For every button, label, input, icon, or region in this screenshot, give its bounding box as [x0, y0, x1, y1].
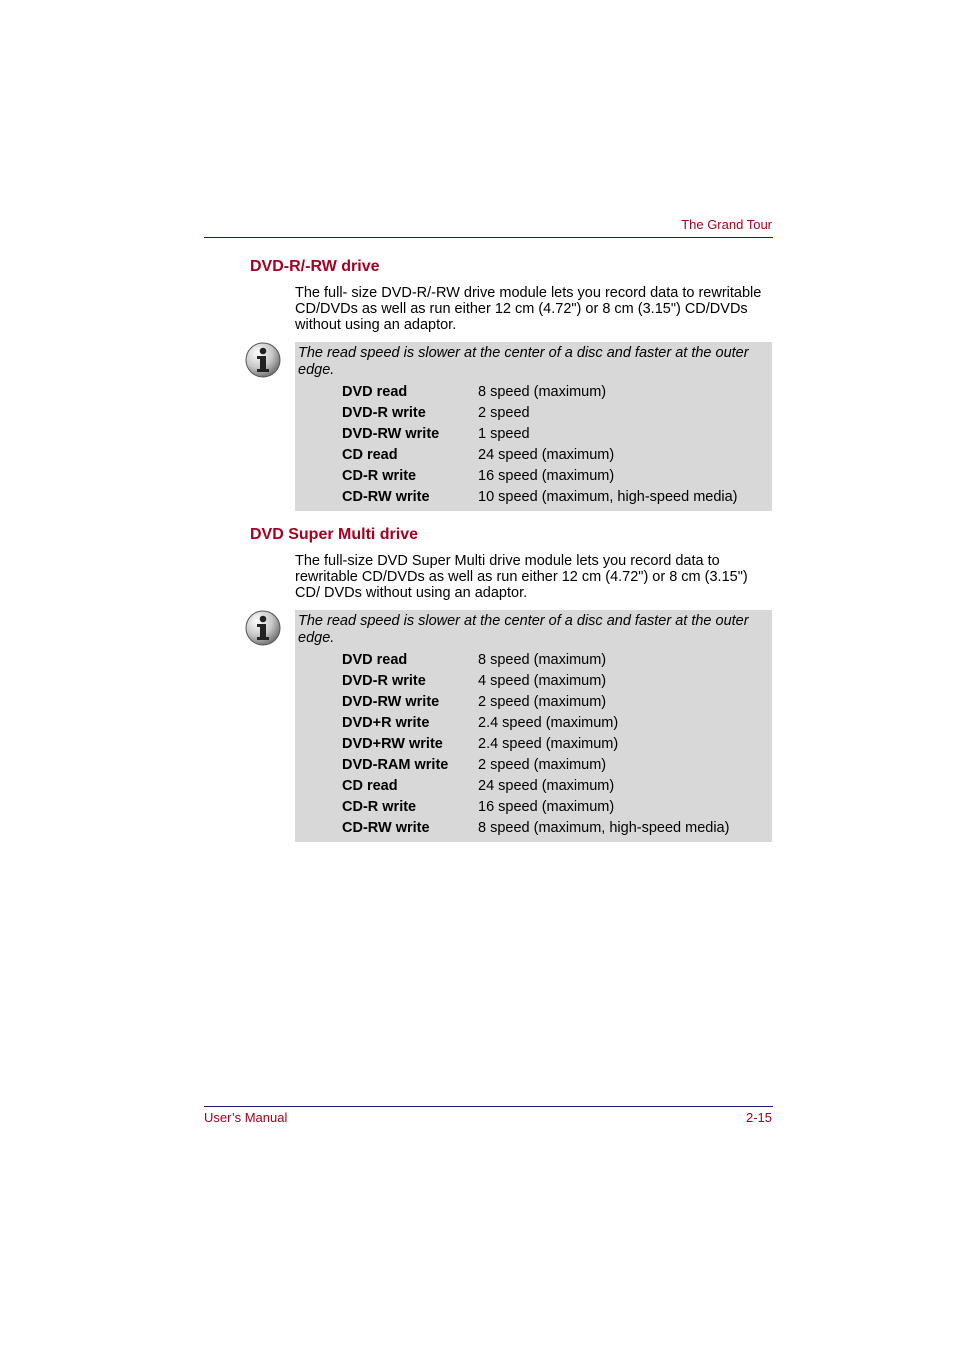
spec-value: 16 speed (maximum)	[478, 799, 615, 815]
spec-value: 24 speed (maximum)	[478, 447, 615, 463]
spec-value: 2 speed (maximum)	[478, 694, 607, 710]
spec-label: DVD+RW write	[342, 736, 443, 752]
spec-label: DVD read	[342, 652, 408, 668]
spec-value: 2 speed	[478, 405, 530, 421]
spec-value: 4 speed (maximum)	[478, 673, 607, 689]
spec-row	[295, 734, 772, 755]
footer-divider	[204, 1106, 773, 1107]
spec-row	[295, 755, 772, 776]
spec-row	[295, 692, 772, 713]
spec-row	[295, 713, 772, 734]
note-text: The read speed is slower at the center of a disc and faster at the outer edge.	[298, 345, 749, 378]
spec-row	[295, 671, 772, 692]
spec-label: CD-RW write	[342, 489, 430, 505]
spec-label: CD-RW write	[342, 820, 430, 836]
spec-label: DVD-RW write	[342, 426, 440, 442]
note-text: The read speed is slower at the center of a disc and faster at the outer edge.	[298, 613, 749, 646]
spec-value: 2.4 speed (maximum)	[478, 736, 619, 752]
spec-label: CD read	[342, 778, 398, 794]
spec-row	[295, 424, 772, 445]
header-divider	[204, 237, 773, 238]
section-paragraph-dvd-super-multi: The full-size DVD Super Multi drive module lets you record data to rewritable CD/DVDs as well as run either 12 cm (4.72") or 8 cm (3.15") CD/ DVDs without using an adaptor.	[295, 553, 748, 601]
section-heading-dvd-r-rw: DVD-R/-RW drive	[250, 258, 380, 275]
spec-row	[295, 776, 772, 797]
spec-value: 1 speed	[478, 426, 530, 442]
spec-label: DVD-RW write	[342, 694, 440, 710]
spec-row	[295, 818, 772, 839]
spec-label: CD-R write	[342, 468, 417, 484]
spec-label: DVD+R write	[342, 715, 430, 731]
spec-table	[295, 650, 772, 839]
spec-label: DVD-RAM write	[342, 757, 449, 773]
spec-value: 24 speed (maximum)	[478, 778, 615, 794]
note-box-dvd-r-rw	[295, 342, 772, 511]
spec-label: CD read	[342, 447, 398, 463]
running-header-title: The Grand Tour	[681, 217, 772, 232]
spec-label: CD-R write	[342, 799, 417, 815]
spec-label: DVD-R write	[342, 673, 426, 689]
section-heading-dvd-super-multi: DVD Super Multi drive	[250, 526, 419, 543]
spec-label: DVD read	[342, 384, 408, 400]
spec-label: DVD-R write	[342, 405, 426, 421]
footer-manual-title: User’s Manual	[204, 1110, 288, 1125]
spec-value: 2.4 speed (maximum)	[478, 715, 619, 731]
spec-row	[295, 403, 772, 424]
spec-row	[295, 487, 772, 508]
spec-value: 2 speed (maximum)	[478, 757, 607, 773]
spec-row	[295, 445, 772, 466]
spec-row	[295, 466, 772, 487]
section-paragraph-dvd-r-rw: The full- size DVD-R/-RW drive module lets you record data to rewritable CD/DVDs as well as run either 12 cm (4.72") or 8 cm (3.15") CD/DVDs without using an adaptor.	[295, 285, 762, 333]
spec-value: 8 speed (maximum, high-speed media)	[478, 820, 730, 836]
info-icon	[245, 610, 281, 646]
spec-value: 10 speed (maximum, high-speed media)	[478, 489, 738, 505]
note-box-dvd-super-multi	[295, 610, 772, 842]
spec-value: 8 speed (maximum)	[478, 652, 607, 668]
footer-page-number: 2-15	[745, 1110, 772, 1125]
spec-value: 16 speed (maximum)	[478, 468, 615, 484]
spec-row	[295, 797, 772, 818]
spec-row	[295, 382, 772, 403]
spec-row	[295, 650, 772, 671]
spec-value: 8 speed (maximum)	[478, 384, 607, 400]
spec-table	[295, 382, 772, 508]
info-icon	[245, 342, 281, 378]
